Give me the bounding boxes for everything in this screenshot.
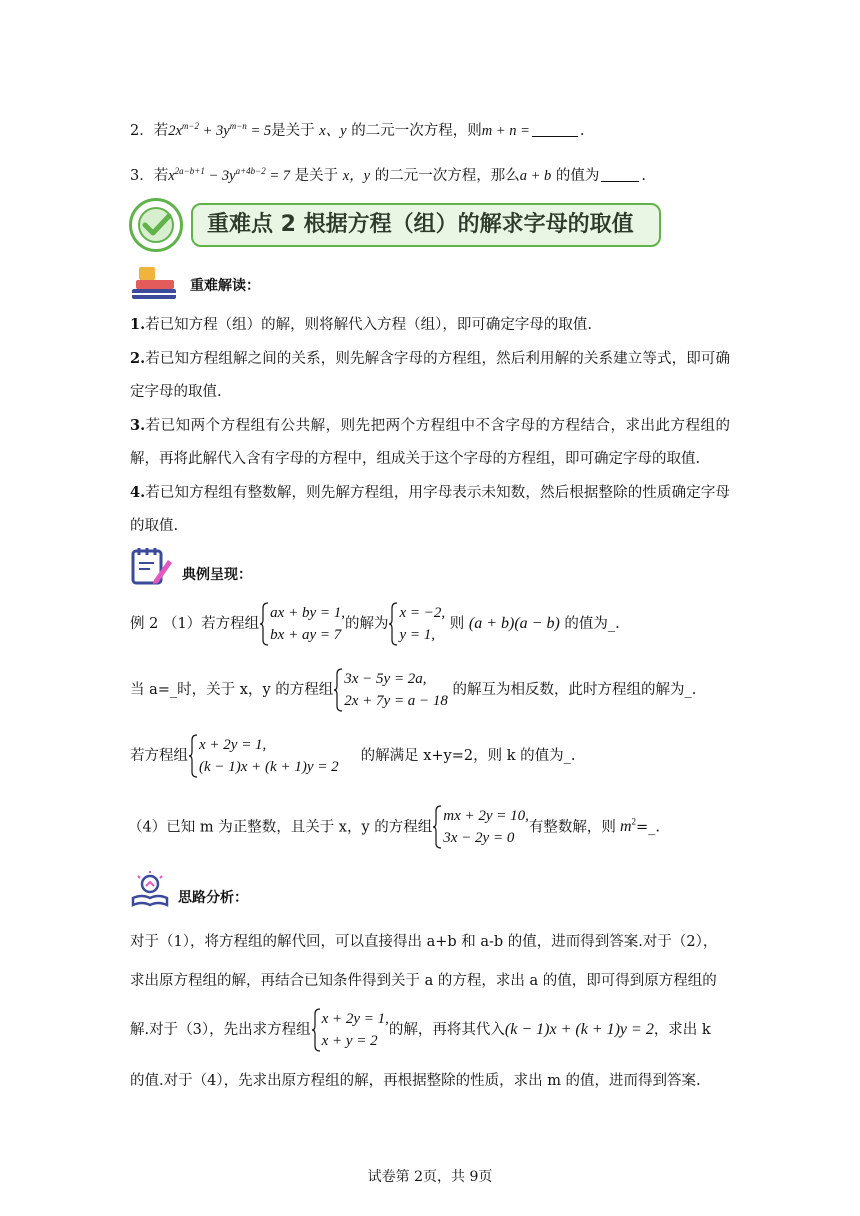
list-item: 1.若已知方程（组）的解，则将解代入方程（组），即可确定字母的取值. (130, 316, 592, 333)
check-badge-icon (129, 198, 183, 252)
list-item: 2.若已知方程组解之间的关系，则先解含字母的方程组，然后利用解的关系建立等式，即可确定字母的取值. (130, 350, 730, 400)
reading-heading: 重难解读： (190, 278, 260, 294)
answer-blank (601, 167, 639, 182)
equation-system: ax + by = 1, bx + ay = 7 (259, 602, 345, 646)
answer-blank (532, 122, 578, 137)
analysis-heading: 思路分析： (178, 890, 248, 906)
books-icon (130, 265, 178, 301)
equation: $x^{2a-b+1} - 3y^{a+4b-2} = 7$ (168, 166, 291, 184)
analysis-line-2: 求出原方程组的解，再结合已知条件得到关于 a 的方程，求出 a 的值，即可得到原方程组的 (130, 973, 717, 989)
analysis-line-1: 对于（1），将方程组的解代回，可以直接得出 a+b 和 a-b 的值，进而得到答案.对于（2）， (130, 934, 718, 950)
section-banner (129, 198, 665, 256)
lightbulb-book-icon (130, 870, 170, 908)
equation-system: x + 2y = 1, x + y = 2 (311, 1008, 389, 1052)
reading-list (130, 308, 730, 543)
example-4: （4）已知 m 为正整数，且关于 x，y 的方程组 mx + 2y = 10, 3x − 2y = 0 有整数解，则 $m^2=\_$. (128, 800, 660, 844)
analysis-line-4: 的值.对于（4），先求出原方程组的解，再根据整除的性质，求出 m 的值，进而得到答案. (130, 1073, 701, 1089)
equation-system: 3x − 5y = 2a, 2x + 7y = a − 18 (333, 668, 448, 712)
equation-system: x + 2y = 1, (k − 1)x + (k + 1)y = 2 (188, 734, 339, 778)
example-2: 当 a=_时，关于 x，y 的方程组 3x − 5y = 2a, 2x + 7y = a − 18 的解互为相反数，此时方程组的解为_. (130, 668, 696, 712)
list-item: 3.若已知两个方程组有公共解，则先把两个方程组中不含字母的方程结合，求出此方程组的解，再将此解代入含有字母的方程中，组成关于这个字母的方程组，即可确定字母的取值. (130, 417, 730, 467)
solution-system: x = −2, y = 1, (388, 602, 445, 646)
list-item: 4.若已知方程组有整数解，则先解方程组，用字母表示未知数，然后根据整除的性质确定字母的取值. (130, 484, 730, 534)
problem-2: 2．若$2x^{m-2} + 3y^{m-n} = 5$是关于 x、y 的二元一次方程，则m + n = . (130, 121, 585, 139)
problem-3: 3．若$x^{2a-b+1} - 3y^{a+4b-2} = 7$ 是关于 x，y 的二元一次方程，那么a + b 的值为 . (130, 166, 646, 184)
section-title: 重难点 2 根据方程（组）的解求字母的取值 (191, 203, 661, 247)
equation-system: mx + 2y = 10, 3x − 2y = 0 (432, 805, 529, 849)
notepad-pen-icon (130, 546, 174, 586)
page-footer: 试卷第 2页，共 9页 (367, 1169, 493, 1185)
example-1: 例 2 （1）若方程组 ax + by = 1, bx + ay = 7 的解为 x = −2, y = 1, 则 (a + b)(a − b) 的值为_. (130, 602, 620, 646)
example-heading: 典例呈现： (182, 567, 252, 583)
example-3: 若方程组 x + 2y = 1, (k − 1)x + (k + 1)y = 2 的解满足 x+y=2，则 k 的值为_. (130, 734, 575, 778)
analysis-line-3: 解.对于（3），先出求方程组 x + 2y = 1, x + y = 2 的解，再将其代入(k − 1)x + (k + 1)y = 2，求出 k (130, 1008, 711, 1052)
equation: $2x^{m-2} + 3y^{m-n} = 5$ (168, 121, 272, 139)
